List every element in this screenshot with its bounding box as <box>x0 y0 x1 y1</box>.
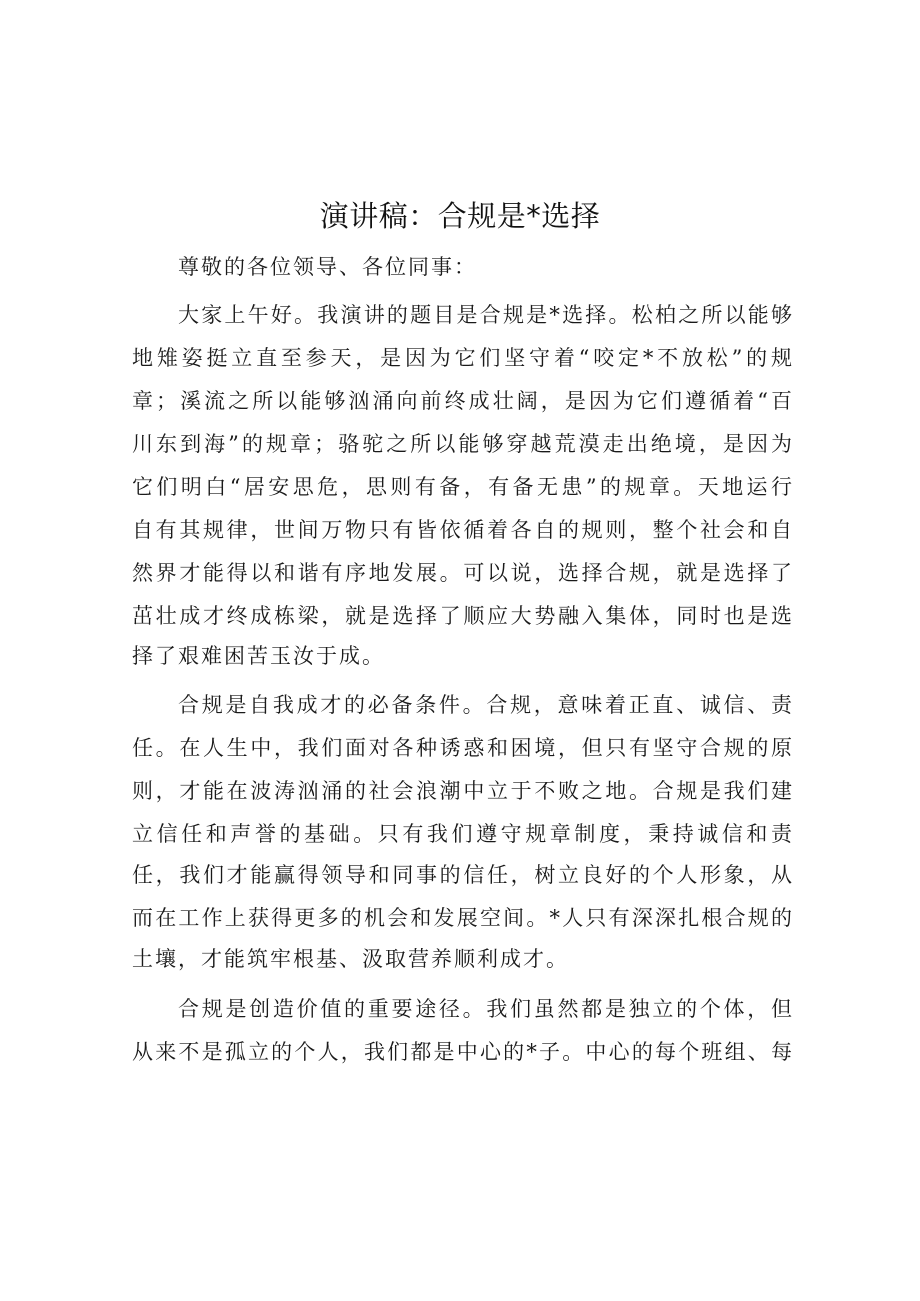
paragraph-2-line-7: 土壤，才能筑牢根基、汲取营养顺利成才。 <box>132 947 569 971</box>
paragraph-1-line-7: 然界才能得以和谐有序地发展。可以说，选择合规，就是选择了 <box>132 561 792 585</box>
paragraph-1-line-1: 大家上午好。我演讲的题目是合规是*选择。松柏之所以能够 <box>178 303 792 327</box>
paragraph-2-line-5: 任，我们才能赢得领导和同事的信任，树立良好的个人形象，从 <box>132 863 792 887</box>
paragraph-2-line-6: 而在工作上获得更多的机会和发展空间。*人只有深深扎根合规的 <box>132 906 792 930</box>
paragraph-2-line-4: 立信任和声誉的基础。只有我们遵守规章制度，秉持诚信和责 <box>132 822 792 846</box>
paragraph-1-line-5: 它们明白“居安思危，思则有备，有备无患”的规章。天地运行 <box>132 475 792 499</box>
paragraph-2-line-2: 任。在人生中，我们面对各种诱惑和困境，但只有坚守合规的原 <box>132 736 792 760</box>
salutation: 尊敬的各位领导、各位同事： <box>178 255 477 279</box>
paragraph-3-line-2: 从来不是孤立的个人，我们都是中心的*子。中心的每个班组、每 <box>132 1040 792 1064</box>
paragraph-1-line-9: 择了艰难困苦玉汝于成。 <box>132 644 385 668</box>
paragraph-2-line-1: 合规是自我成才的必备条件。合规，意味着正直、诚信、责 <box>178 693 792 717</box>
paragraph-1-line-8: 茁壮成才终成栋梁，就是选择了顺应大势融入集体，同时也是选 <box>132 604 792 628</box>
paragraph-1-line-4: 川东到海”的规章；骆驼之所以能够穿越荒漠走出绝境，是因为 <box>132 432 792 456</box>
paragraph-2-line-3: 则，才能在波涛汹涌的社会浪潮中立于不败之地。合规是我们建 <box>132 779 792 803</box>
paragraph-1-line-6: 自有其规律，世间万物只有皆依循着各自的规则，整个社会和自 <box>132 518 792 542</box>
paragraph-3-line-1: 合规是创造价值的重要途径。我们虽然都是独立的个体，但 <box>178 997 792 1021</box>
document-title: 演讲稿：合规是*选择 <box>319 199 601 233</box>
paragraph-1-line-2: 地雉姿挺立直至参天，是因为它们坚守着“咬定*不放松”的规 <box>132 346 792 370</box>
paragraph-1-line-3: 章；溪流之所以能够汹涌向前终成壮阔，是因为它们遵循着“百 <box>132 389 792 413</box>
